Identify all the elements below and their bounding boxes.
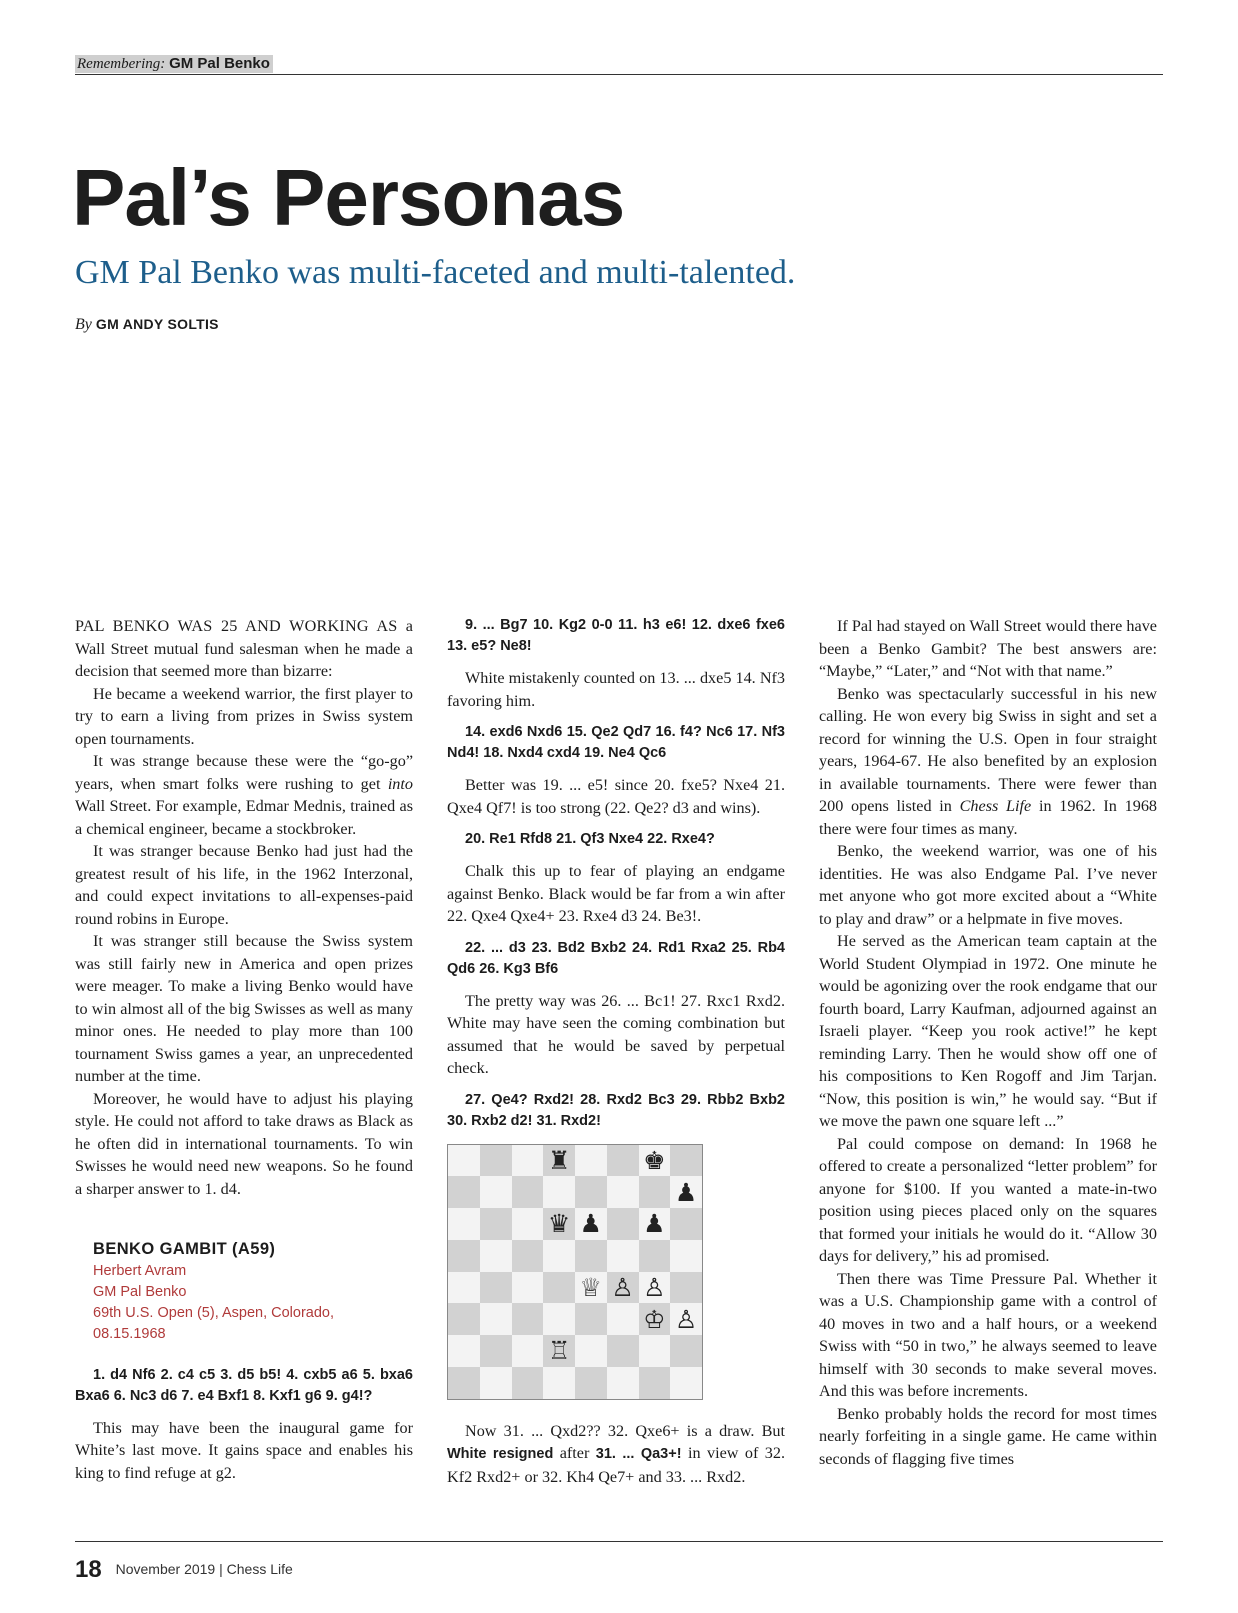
chess-piece-square: ♟ <box>639 1208 671 1240</box>
chess-square <box>543 1240 575 1272</box>
chess-square <box>512 1367 544 1399</box>
chess-square <box>543 1176 575 1208</box>
chess-square <box>670 1335 702 1367</box>
game-date: 08.15.1968 <box>93 1325 166 1342</box>
game-white-player: Herbert Avram <box>93 1262 187 1279</box>
chess-square <box>448 1145 480 1177</box>
spacer <box>447 764 785 774</box>
column-2 <box>447 615 785 1488</box>
paragraph: Benko probably holds the record for most times nearly forfeiting in a single game. He came within seconds of flagging five times <box>819 1404 1157 1468</box>
chess-square <box>512 1208 544 1240</box>
text-run: after <box>553 1444 596 1462</box>
text-run: in 1962. In 1968 there were four times as many. <box>819 797 1158 838</box>
chess-square <box>607 1208 639 1240</box>
chess-square <box>480 1176 512 1208</box>
chess-piece-square: ♙ <box>639 1272 671 1304</box>
chess-square <box>512 1335 544 1367</box>
commentary <box>447 1420 785 1489</box>
bottom-rule <box>75 1541 1163 1542</box>
chess-square <box>512 1303 544 1335</box>
chess-square <box>448 1367 480 1399</box>
running-head-highlight <box>75 55 273 73</box>
chess-square <box>607 1240 639 1272</box>
byline-prefix: By <box>75 316 92 333</box>
game-heading: BENKO GAMBIT (A59) <box>93 1240 276 1258</box>
chess-piece-square: ♜ <box>543 1145 575 1177</box>
game-black-player: GM Pal Benko <box>93 1283 187 1300</box>
chess-square <box>639 1240 671 1272</box>
page-number: 18 <box>75 1556 102 1583</box>
paragraph: Moreover, he would have to adjust his playing style. He could not afford to take draws as Black as he often did in international tournaments. To win Swisses he would need new weapons. So he found a sharper answer to 1. d4. <box>75 1089 413 1198</box>
spacer <box>75 1407 413 1417</box>
spacer <box>447 819 785 829</box>
chess-square <box>448 1240 480 1272</box>
running-head-subject: GM Pal Benko <box>169 55 270 72</box>
byline-author: GM ANDY SOLTIS <box>95 316 219 332</box>
chess-square <box>575 1367 607 1399</box>
spacer <box>447 1400 785 1420</box>
page-footer <box>75 1556 293 1584</box>
game-moves: 9. ... Bg7 10. Kg2 0-0 11. h3 e6! 12. dxe6 fxe6 13. e5? Ne8! <box>447 617 785 654</box>
magazine-name: Chess Life <box>226 1561 293 1577</box>
chess-square <box>448 1208 480 1240</box>
chess-square <box>639 1335 671 1367</box>
chess-square <box>448 1335 480 1367</box>
chess-square <box>670 1367 702 1399</box>
game-event: 69th U.S. Open (5), Aspen, Colorado, <box>93 1304 334 1321</box>
column-1 <box>75 615 413 1484</box>
chess-piece-square: ♟ <box>575 1208 607 1240</box>
commentary: Chalk this up to fear of playing an endgame against Benko. Black would be far from a win after 22. Qxe4 Qxe4+ 23. Rxe4 d3 24. Be3!. <box>447 862 785 925</box>
chess-square <box>607 1145 639 1177</box>
chess-square <box>480 1272 512 1304</box>
byline <box>75 316 219 334</box>
commentary: This may have been the inaugural game for White’s last move. It gains space and enables his king to find refuge at g2. <box>75 1418 413 1482</box>
chess-piece-square: ♔ <box>639 1303 671 1335</box>
spacer <box>75 1200 413 1238</box>
bold-run: 31. ... Qa3+! <box>595 1446 682 1462</box>
game-moves: 22. ... d3 23. Bd2 Bxb2 24. Rd1 Rxa2 25. Rb4 Qd6 26. Kg3 Bf6 <box>447 939 785 977</box>
chess-square <box>575 1303 607 1335</box>
game-moves: 20. Re1 Rfd8 21. Qf3 Nxe4 22. Rxe4? <box>465 831 715 847</box>
chess-square <box>607 1335 639 1367</box>
chess-square <box>670 1145 702 1177</box>
chess-square <box>480 1240 512 1272</box>
lead-paragraph <box>75 615 413 683</box>
spacer <box>447 928 785 938</box>
chess-square <box>512 1176 544 1208</box>
spacer <box>447 1080 785 1090</box>
article-subtitle: GM Pal Benko was multi-faceted and multi-talented. <box>75 254 796 291</box>
running-head-series: Remembering: <box>77 56 166 72</box>
paragraph: Pal could compose on demand: In 1968 he offered to create a personalized “letter problem” for anyone for $100. If you wanted a mate-in-two position using pieces placed only on the squares that formed your initials he would do it. “Allow 30 days for delivery,” his ad promised. <box>819 1134 1157 1265</box>
chess-square <box>670 1240 702 1272</box>
lead-rest: a Wall Street mutual fund salesman when he made a decision that seemed more than bizarre: <box>75 617 413 680</box>
chess-square <box>480 1208 512 1240</box>
spacer <box>447 712 785 722</box>
chess-square <box>639 1367 671 1399</box>
commentary: The pretty way was 26. ... Bc1! 27. Rxc1 Rxd2. White may have seen the coming combination but assumed that he would be saved by perpetual check. <box>447 991 785 1077</box>
chess-square <box>448 1303 480 1335</box>
paragraph: He served as the American team captain at the World Student Olympiad in 1972. One minute he would be agonizing over the rook endgame that our fourth board, Larry Kaufman, adjourned against an Israeli player. “Keep you rook active!” he kept reminding Larry. Then he would show off one of his compositions to Ken Rogoff and Jim Tarjan. “Now, this position is win,” he would say. “But if we move the pawn one square left ...” <box>819 932 1157 1130</box>
footer-separator: | <box>219 1561 223 1577</box>
chess-square <box>670 1272 702 1304</box>
issue-date: November 2019 <box>115 1561 216 1577</box>
chess-square <box>575 1145 607 1177</box>
chess-piece-square: ♕ <box>575 1272 607 1304</box>
top-rule <box>75 74 1163 75</box>
chess-square <box>512 1240 544 1272</box>
chess-square <box>670 1208 702 1240</box>
chess-square <box>575 1335 607 1367</box>
chess-piece-square: ♙ <box>670 1303 702 1335</box>
paragraph: Then there was Time Pressure Pal. Whether it was a U.S. Championship game with a control of 40 moves in two and a half hours, or a weekend Swiss with “50 in two,” he always seemed to leave himself with 30 seconds to make several moves. And this was before increments. <box>819 1269 1157 1400</box>
chess-square <box>639 1176 671 1208</box>
column-3 <box>819 615 1157 1470</box>
chess-square <box>607 1176 639 1208</box>
chess-square <box>543 1367 575 1399</box>
paragraph <box>75 750 413 840</box>
chess-piece-square: ♟ <box>670 1176 702 1208</box>
text-run: in view of 32. Kf2 Rxd2+ or 32. Kh4 Qe7+ and 33. ... Rxd2. <box>447 1444 785 1486</box>
chess-square <box>480 1367 512 1399</box>
paragraph: It was stranger because Benko had just had the greatest result of his life, in the 1962 Interzonal, and could expect invitations to all-expenses-paid round robins in Europe. <box>75 842 413 928</box>
chess-piece-square: ♖ <box>543 1335 575 1367</box>
spacer <box>75 1345 413 1365</box>
game-moves: 27. Qe4? Rxd2! 28. Rxd2 Bc3 29. Rbb2 Bxb2 30. Rxb2 d2! 31. Rxd2! <box>447 1091 785 1129</box>
spacer <box>447 657 785 667</box>
paragraph: It was stranger still because the Swiss system was still fairly new in America and open prizes were meager. To make a living Benko would have to win almost all of the big Swisses as well as many minor ones. He needed to play more than 100 tournament Swiss games a year, an unprecedented number at the time. <box>75 932 413 1085</box>
chess-board-diagram <box>447 1144 703 1400</box>
chess-square <box>480 1145 512 1177</box>
emphasis: Chess Life <box>959 797 1032 815</box>
chess-square <box>607 1303 639 1335</box>
chess-square <box>512 1145 544 1177</box>
emphasis: into <box>387 774 413 793</box>
text-run: Now 31. ... Qxd2?? 32. Qxe6+ is a draw. But <box>465 1421 785 1440</box>
spacer <box>447 850 785 860</box>
lead-caps: PAL BENKO WAS 25 AND WORKING AS <box>75 617 398 635</box>
chess-square <box>448 1176 480 1208</box>
chess-square <box>575 1240 607 1272</box>
paragraph <box>819 683 1157 841</box>
chess-piece-square: ♚ <box>639 1145 671 1177</box>
spacer <box>447 980 785 990</box>
chess-square <box>575 1176 607 1208</box>
chess-square <box>480 1335 512 1367</box>
chess-square <box>480 1303 512 1335</box>
paragraph: Benko, the weekend warrior, was one of his identities. He was also Endgame Pal. I’ve never met anyone who got more excited about a “White to play and draw” or a helpmate in five moves. <box>819 842 1157 928</box>
game-moves: 14. exd6 Nxd6 15. Qe2 Qd7 16. f4? Nc6 17. Nf3 Nd4! 18. Nxd4 cxd4 19. Ne4 Qc6 <box>447 724 785 761</box>
chess-piece-square: ♛ <box>543 1208 575 1240</box>
chess-square <box>543 1272 575 1304</box>
text-run: Wall Street. For example, Edmar Mednis, trained as a chemical engineer, became a stockbroker. <box>75 797 413 838</box>
chess-square <box>512 1272 544 1304</box>
bold-run: White resigned <box>447 1446 554 1462</box>
commentary: White mistakenly counted on 13. ... dxe5 14. Nf3 favoring him. <box>447 669 785 710</box>
chess-piece-square: ♙ <box>607 1272 639 1304</box>
chess-square <box>448 1272 480 1304</box>
paragraph: If Pal had stayed on Wall Street would there have been a Benko Gambit? The best answers are: “Maybe,” “Later,” and “Not with that name.” <box>819 617 1157 680</box>
chess-square <box>607 1367 639 1399</box>
article-title: Pal’s Personas <box>72 153 625 242</box>
text-run: It was strange because these were the “go-go” years, when smart folks were rushing to get <box>75 752 413 793</box>
chess-square <box>543 1303 575 1335</box>
paragraph: He became a weekend warrior, the first player to try to earn a living from prizes in Swiss system open tournaments. <box>75 684 413 748</box>
game-moves: 1. d4 Nf6 2. c4 c5 3. d5 b5! 4. cxb5 a6 5. bxa6 Bxa6 6. Nc3 d6 7. e4 Bxf1 8. Kxf1 g6 9. g4!? <box>75 1366 413 1404</box>
text-run: Benko was spectacularly successful in his new calling. He won every big Swiss in sight and set a record for winning the U.S. Open in four straight years, 1964-67. He also benefited by an explosion in available tournaments. There were fewer than 200 opens listed in <box>819 684 1157 815</box>
commentary: Better was 19. ... e5! since 20. fxe5? Nxe4 21. Qxe4 Qf7! is too strong (22. Qe2? d3 and wins). <box>447 776 785 817</box>
running-head <box>75 55 273 73</box>
